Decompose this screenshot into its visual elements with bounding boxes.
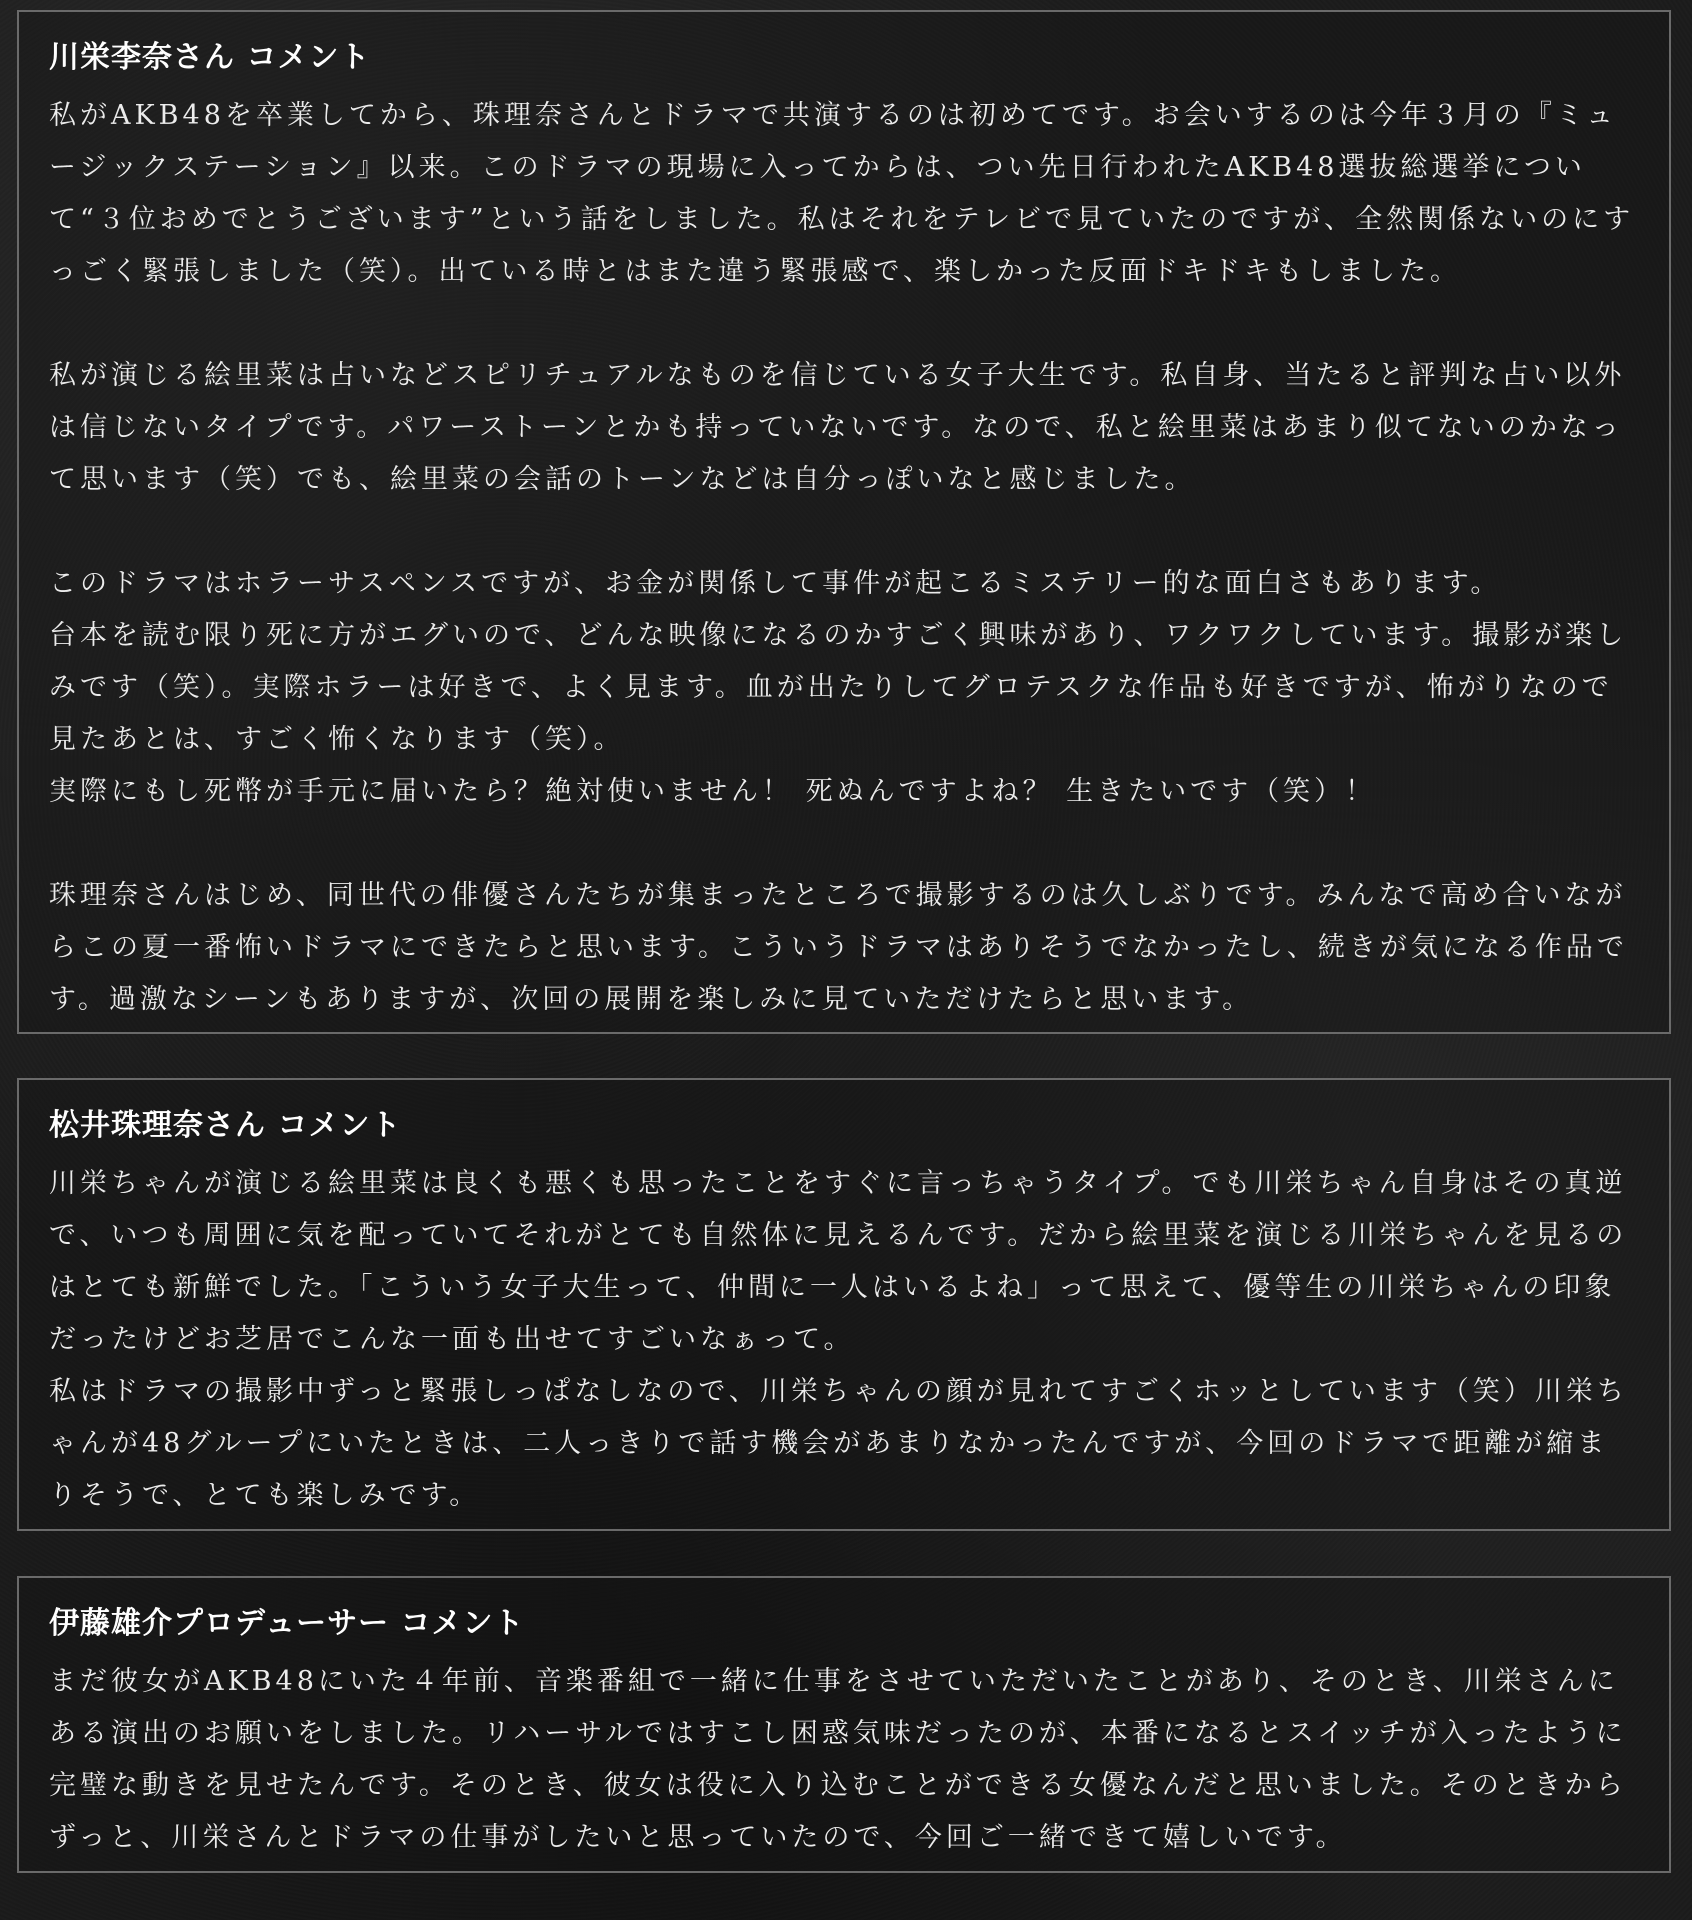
- comment-paragraph: 川栄ちゃんが演じる絵里菜は良くも悪くも思ったことをすぐに言っちゃうタイプ。でも川栄ちゃん自身はその真逆で、いつも周囲に気を配っていてそれがとても自然体に見えるんです。だから絵里菜を演じる川栄ちゃんを見るのはとても新鮮でした。「こういう女子大生って、仲間に一人はいるよね」って思えて、優等生の川栄ちゃんの印象だったけどお芝居でこんな一面も出せてすごいなぁって。: [49, 1168, 1628, 1355]
- paragraph-spacer: [49, 298, 1639, 350]
- comment-paragraph: 台本を読む限り死に方がエグいので、どんな映像になるのかすごく興味があり、ワクワクしています。撮影が楽しみです（笑）。実際ホラーは好きで、よく見ます。血が出たりしてグロテスクな作品も好きですが、怖がりなので見たあとは、すごく怖くなります（笑）。: [49, 620, 1628, 755]
- comment-title: 川栄李奈さん コメント: [49, 40, 371, 75]
- comment-box-matsui: [17, 1078, 1671, 1531]
- paragraph-spacer: [49, 506, 1639, 558]
- comment-paragraph: 私はドラマの撮影中ずっと緊張しっぱなしなので、川栄ちゃんの顔が見れてすごくホッとしています（笑）川栄ちゃんが48グループにいたときは、二人っきりで話す機会があまりなかったんですが、今回のドラマで距離が縮まりそうで、とても楽しみです。: [49, 1376, 1628, 1511]
- comment-paragraph: 実際にもし死幣が手元に届いたら？絶対使いません！ 死ぬんですよね？ 生きたいです（笑）！: [49, 776, 1377, 807]
- comment-title: 伊藤雄介プロデューサー コメント: [49, 1606, 525, 1641]
- comment-paragraph: このドラマはホラーサスペンスですが、お金が関係して事件が起こるミステリー的な面白さもあります。: [49, 568, 1502, 599]
- comment-box-ito: [17, 1576, 1671, 1873]
- comment-box-kawaei: [17, 10, 1671, 1034]
- paragraph-spacer: [49, 818, 1639, 870]
- comment-paragraph: 私が演じる絵里菜は占いなどスピリチュアルなものを信じている女子大生です。私自身、当たると評判な占い以外は信じないタイプです。パワーストーンとかも持っていないです。なので、私と絵里菜はあまり似てないのかなって思います（笑）でも、絵里菜の会話のトーンなどは自分っぽいなと感じました。: [49, 360, 1626, 495]
- comment-paragraph: まだ彼女がAKB48にいた４年前、音楽番組で一緒に仕事をさせていただいたことがあり、そのとき、川栄さんにある演出のお願いをしました。リハーサルではすこし困惑気味だったのが、本番になるとスイッチが入ったように完璧な動きを見せたんです。そのとき、彼女は役に入り込むことができる女優なんだと思いました。そのときからずっと、川栄さんとドラマの仕事がしたいと思っていたので、今回ご一緒できて嬉しいです。: [49, 1666, 1627, 1853]
- comment-title: 松井珠理奈さん コメント: [49, 1108, 402, 1143]
- comment-paragraph: 珠理奈さんはじめ、同世代の俳優さんたちが集まったところで撮影するのは久しぶりです。みんなで高め合いながらこの夏一番怖いドラマにできたらと思います。こういうドラマはありそうでなかったし、続きが気になる作品です。過激なシーンもありますが、次回の展開を楽しみに見ていただけたらと思います。: [49, 880, 1628, 1015]
- comment-paragraph: 私がAKB48を卒業してから、珠理奈さんとドラマで共演するのは初めてです。お会いするのは今年３月の『ミュージックステーション』以来。このドラマの現場に入ってからは、つい先日行われたAKB48選抜総選挙について“３位おめでとうございます”という話をしました。私はそれをテレビで見ていたのですが、全然関係ないのにすっごく緊張しました（笑）。出ている時とはまた違う緊張感で、楽しかった反面ドキドキもしました。: [49, 100, 1635, 287]
